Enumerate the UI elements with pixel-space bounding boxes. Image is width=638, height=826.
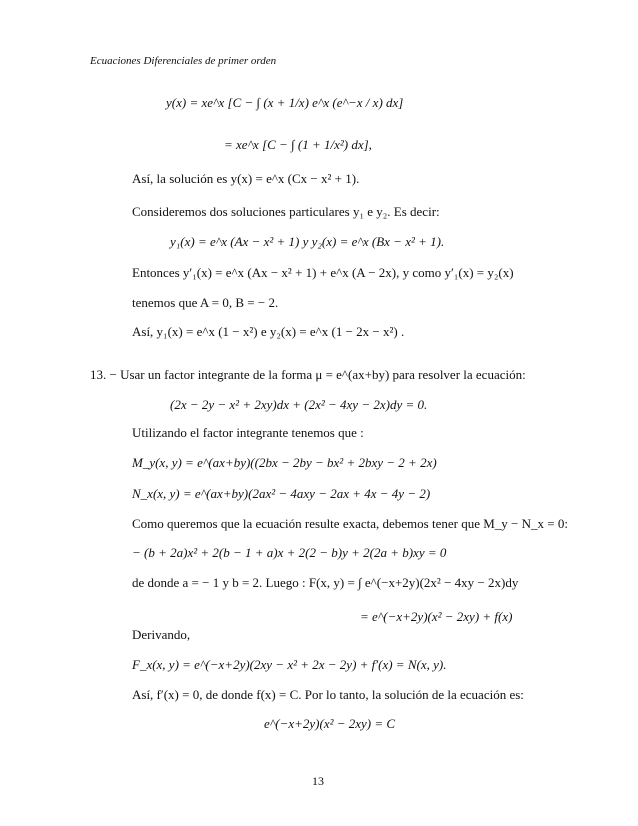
particular-solutions-equation: y₁(x) = e^x (Ax − x² + 1) y y₂(x) = e^x (Bx − x² + 1). bbox=[170, 234, 445, 249]
particular-solutions-intro: Consideremos dos soluciones particulares y₁ e y₂. Es decir: bbox=[132, 204, 440, 219]
running-header: Ecuaciones Diferenciales de primer orden bbox=[90, 55, 277, 67]
particular-solutions-result: Así, y₁(x) = e^x (1 − x²) e y₂(x) = e^x (1 − 2x − x²) . bbox=[132, 324, 405, 339]
exactness-condition: Como queremos que la ecuación resulte exacta, debemos tener que M_y − N_x = 0: bbox=[132, 516, 568, 531]
derivando-label: Derivando, bbox=[132, 627, 191, 642]
my-derivative-equation: M_y(x, y) = e^(ax+by)((2bx − 2by − bx² + 2bxy − 2 + 2x) bbox=[132, 455, 437, 470]
page-number: 13 bbox=[312, 774, 324, 788]
solution-statement: Así, la solución es y(x) = e^x (Cx − x² + 1). bbox=[132, 171, 360, 186]
constants-result: tenemos que A = 0, B = − 2. bbox=[132, 295, 279, 310]
potential-function-result: = e^(−x+2y)(x² − 2xy) + f(x) bbox=[360, 609, 513, 624]
final-solution-statement: Así, f′(x) = 0, de donde f(x) = C. Por lo tanto, la solución de la ecuación es: bbox=[132, 687, 524, 702]
constants-and-potential: de donde a = − 1 y b = 2. Luego : F(x, y) = ∫ e^(−x+2y)(2x² − 4xy − 2x)dy bbox=[132, 575, 519, 590]
equation-solution-integral: y(x) = xe^x [C − ∫ (x + 1/x) e^x (e^−x / x) dx] bbox=[166, 95, 404, 110]
nx-derivative-equation: N_x(x, y) = e^(ax+by)(2ax² − 4axy − 2ax + 4x − 4y − 2) bbox=[132, 486, 431, 501]
derivative-condition: Entonces y′₁(x) = e^x (Ax − x² + 1) + e^x (A − 2x), y como y′₁(x) = y₂(x) bbox=[132, 265, 514, 280]
fx-derivative-equation: F_x(x, y) = e^(−x+2y)(2xy − x² + 2x − 2y) + f′(x) = N(x, y). bbox=[132, 657, 447, 672]
equation-solution-integral-simplified: = xe^x [C − ∫ (1 + 1/x²) dx], bbox=[224, 137, 372, 152]
exactness-equation: − (b + 2a)x² + 2(b − 1 + a)x + 2(2 − b)y + 2(2a + b)xy = 0 bbox=[132, 545, 447, 560]
final-solution-equation: e^(−x+2y)(x² − 2xy) = C bbox=[264, 716, 396, 731]
problem-13-statement: 13. − Usar un factor integrante de la forma μ = e^(ax+by) para resolver la ecuación: bbox=[90, 367, 526, 382]
problem-13-equation: (2x − 2y − x² + 2xy)dx + (2x² − 4xy − 2x)dy = 0. bbox=[170, 397, 428, 412]
integrating-factor-intro: Utilizando el factor integrante tenemos que : bbox=[132, 425, 364, 440]
